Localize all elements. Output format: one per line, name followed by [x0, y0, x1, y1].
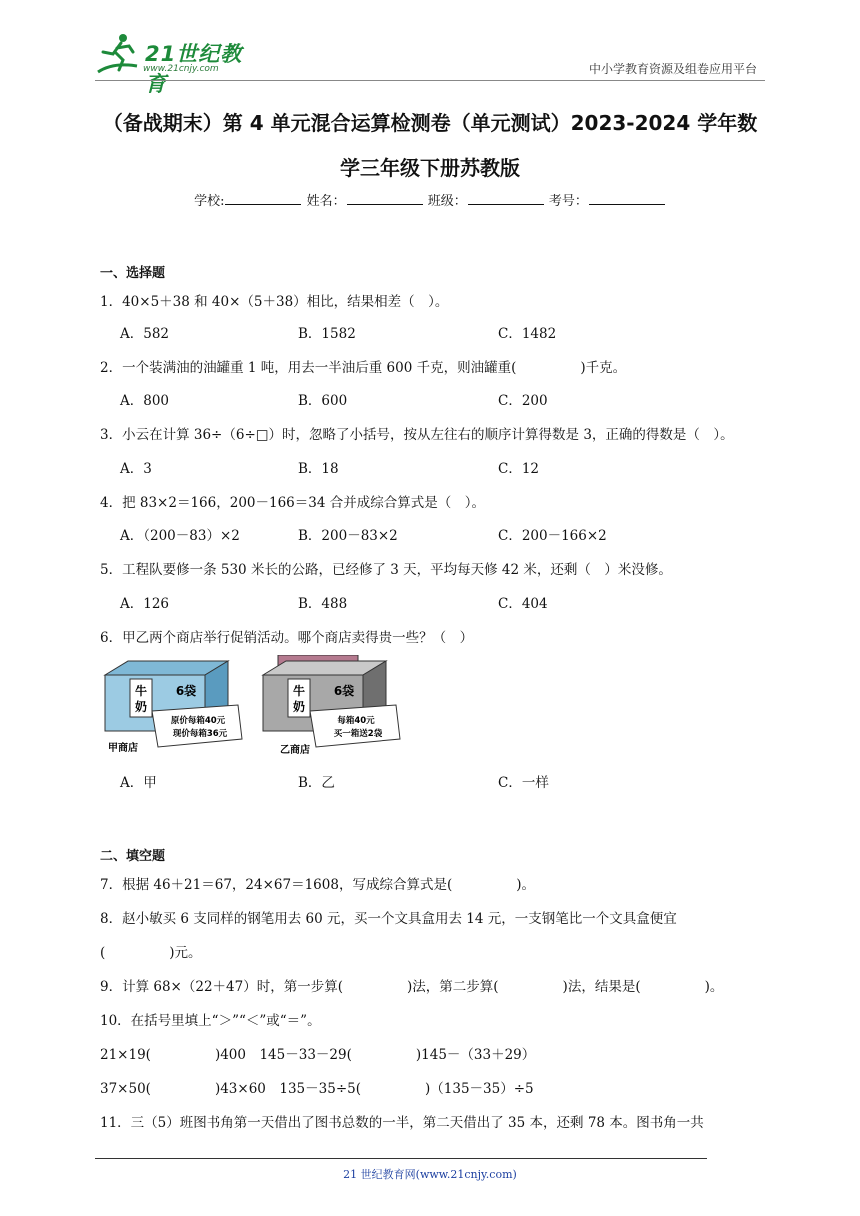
shop-yi-sign-2: 买一箱送2袋	[333, 729, 383, 739]
q2-option-a[interactable]: A．800	[120, 393, 170, 409]
q1-option-c[interactable]: C．1482	[498, 326, 557, 342]
question-2: 2．一个装满油的油罐重 1 吨，用去一半油后重 600 千克，则油罐重( )千克。	[100, 360, 627, 376]
q3-option-b[interactable]: B．18	[298, 461, 339, 477]
footer-link[interactable]: 21 世纪教育网(www.21cnjy.com)	[343, 1168, 517, 1181]
box-count: 6袋	[333, 684, 355, 698]
student-info	[0, 190, 860, 209]
q5-option-c[interactable]: C．404	[498, 596, 548, 612]
box-label-top: 牛	[134, 684, 148, 698]
question-4: 4．把 83×2＝166，200－166＝34 合并成综合算式是（ ）。	[100, 495, 485, 511]
q6-option-b[interactable]: B．乙	[298, 775, 335, 791]
q6-option-c[interactable]: C．一样	[498, 775, 549, 791]
q4-option-b[interactable]: B．200－83×2	[298, 528, 398, 544]
shop-yi-name: 乙商店	[280, 745, 310, 756]
section-heading-choice: 一、选择题	[100, 266, 166, 281]
page-header	[0, 0, 860, 96]
name-label: 姓名：	[306, 194, 346, 209]
question-5: 5．工程队要修一条 530 米长的公路，已经修了 3 天，平均每天修 42 米，还剩（ ）米没修。	[100, 562, 672, 578]
logo	[93, 30, 263, 96]
exam-no-blank[interactable]	[589, 192, 665, 205]
question-10-row1: 21×19( )400 145－33－29( )145－（33＋29）	[100, 1047, 536, 1063]
section-heading-fill: 二、填空题	[100, 849, 166, 864]
q2-option-c[interactable]: C．200	[498, 393, 548, 409]
shop-jia-sign-2: 现价每箱36元	[172, 729, 228, 739]
shop-jia-name: 甲商店	[108, 743, 138, 754]
question-7: 7．根据 46＋21＝67，24×67＝1608，写成综合算式是( )。	[100, 877, 535, 893]
footer-divider	[95, 1158, 707, 1159]
q4-option-a[interactable]: A．（200－83）×2	[120, 528, 240, 544]
question-6: 6．甲乙两个商店举行促销活动。哪个商店卖得贵一些？（ ）	[100, 630, 474, 646]
question-1: 1．40×5＋38 和 40×（5＋38）相比，结果相差（ ）。	[100, 294, 449, 310]
shop-yi-illustration	[258, 655, 408, 760]
box-label-bottom: 奶	[292, 700, 306, 714]
platform-name: 中小学教育资源及组卷应用平台	[588, 62, 757, 76]
box-count: 6袋	[175, 684, 197, 698]
q5-option-b[interactable]: B．488	[298, 596, 348, 612]
name-blank[interactable]	[347, 192, 423, 205]
shop-yi-sign-1: 每箱40元	[337, 716, 375, 726]
class-blank[interactable]	[468, 192, 544, 205]
q4-option-c[interactable]: C．200－166×2	[498, 528, 607, 544]
q3-option-c[interactable]: C．12	[498, 461, 540, 477]
page-title-line2: 学三年级下册苏教版	[340, 156, 520, 180]
question-9: 9．计算 68×（22＋47）时，第一步算( )法，第二步算( )法，结果是( )。	[100, 979, 724, 995]
logo-text: 21世纪教育	[145, 42, 243, 96]
q1-option-b[interactable]: B．1582	[298, 326, 356, 342]
question-11: 11．三（5）班图书角第一天借出了图书总数的一半，第二天借出了 35 本，还剩 78 本。图书角一共	[100, 1115, 704, 1131]
class-label: 班级：	[427, 194, 467, 209]
q3-option-a[interactable]: A．3	[120, 461, 152, 477]
box-label-bottom: 奶	[134, 700, 148, 714]
school-label: 学校:	[194, 194, 225, 209]
school-blank[interactable]	[225, 192, 301, 205]
q5-option-a[interactable]: A．126	[120, 596, 170, 612]
q6-option-a[interactable]: A．甲	[120, 775, 157, 791]
question-10: 10．在括号里填上“＞”“＜”或“＝”。	[100, 1013, 321, 1029]
exam-no-label: 考号：	[548, 194, 588, 209]
shop-jia-sign-1: 原价每箱40元	[170, 716, 226, 726]
question-8-line2: ( )元。	[100, 945, 202, 961]
question-10-row2: 37×50( )43×60 135－35÷5( )（135－35）÷5	[100, 1081, 534, 1097]
q2-option-b[interactable]: B．600	[298, 393, 348, 409]
question-3: 3．小云在计算 36÷（6÷□）时，忽略了小括号，按从左往右的顺序计算得数是 3，正确的得数是（ ）。	[100, 427, 734, 443]
question-8-line1: 8．赵小敏买 6 支同样的钢笔用去 60 元，买一个文具盒用去 14 元，一支钢笔比一个文具盒便宜	[100, 911, 677, 927]
q1-option-a[interactable]: A．582	[120, 326, 170, 342]
box-label-top: 牛	[292, 684, 306, 698]
header-divider	[95, 80, 765, 81]
logo-url: www.21cnjy.com	[143, 64, 219, 74]
page-title-line1: （备战期末）第 4 单元混合运算检测卷（单元测试）2023-2024 学年数	[102, 111, 758, 135]
shop-jia-illustration	[100, 655, 250, 760]
runner-logo-icon	[93, 32, 143, 78]
